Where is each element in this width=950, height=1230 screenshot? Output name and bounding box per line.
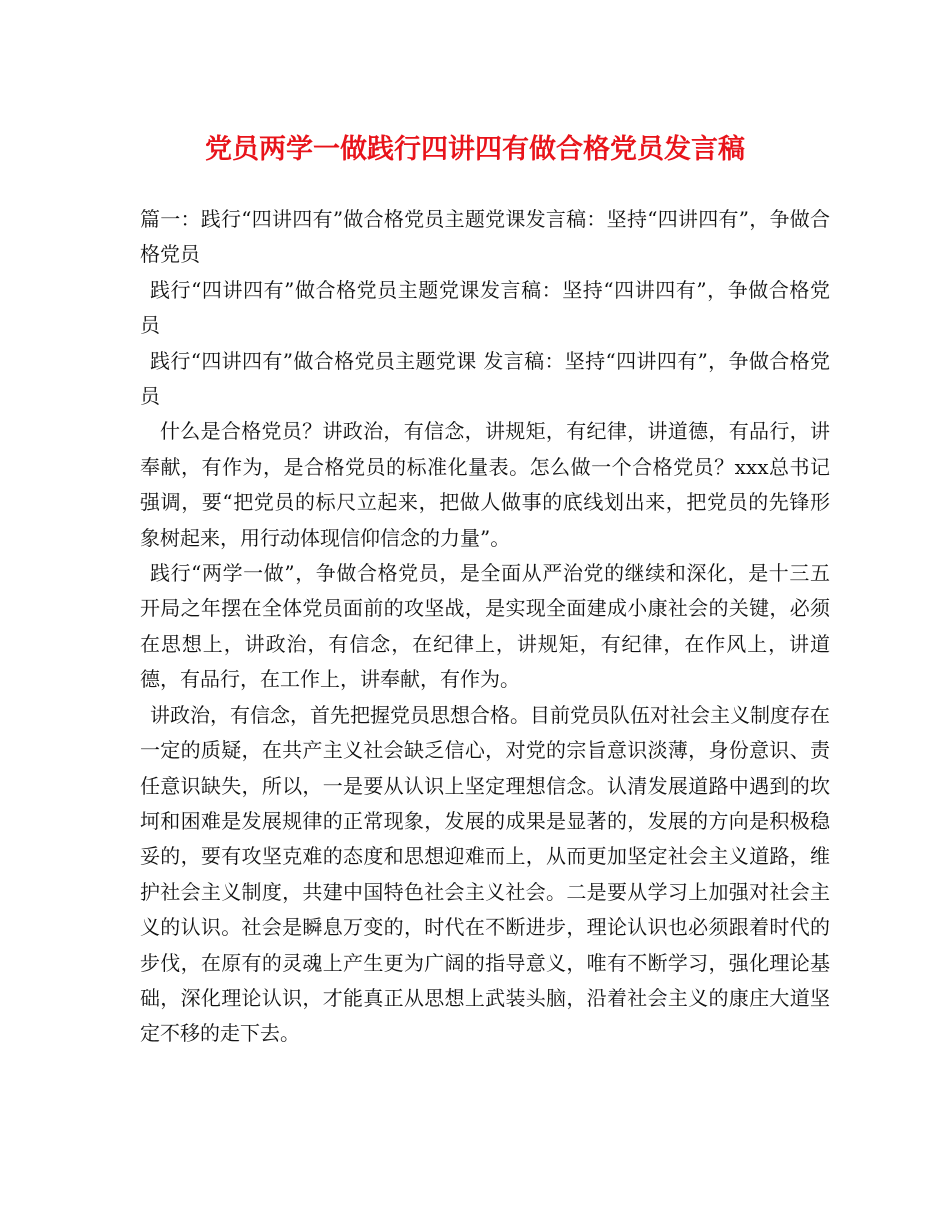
body-paragraph-3: 讲政治，有信念，首先把握党员思想合格。目前党员队伍对社会主义制度存在一定的质疑，在共产主义社会缺乏信心，对党的宗旨意识淡薄，身份意识、责任意识缺失，所以，一是要从认识上坚定理想信念。认清发展道路中遇到的坎坷和困难是发展规律的正常现象，发展的成果是显著的，发展的方向是积极稳妥的，要有攻坚克难的态度和思想迎难而上，从而更加坚定社会主义道路，维护社会主义制度，共建中国特色社会主义社会。二是要从学习上加强对社会主义的认识。社会是瞬息万变的，时代在不断进步，理论认识也必须跟着时代的步伐，在原有的灵魂上产生更为广阔的指导意义，唯有不断学习，强化理论基础，深化理论认识，才能真正从思想上武装头脑，沿着社会主义的康庄大道坚定不移的走下去。 bbox=[140, 702, 830, 1046]
heading-line-1: 篇一：践行“四讲四有”做合格党员主题党课发言稿：坚持“四讲四有”，争做合格党员 bbox=[140, 207, 830, 267]
body-paragraph-2: 践行“两学一做”，争做合格党员，是全面从严治党的继续和深化，是十三五开局之年摆在全体党员面前的攻坚战，是实现全面建成小康社会的关键，必须在思想上，讲政治，有信念，在纪律上，讲规矩，有纪律，在作风上，讲道德，有品行，在工作上，讲奉献，有作为。 bbox=[140, 561, 830, 692]
heading-line-2: 践行“四讲四有”做合格党员主题党课发言稿：坚持“四讲四有”，争做合格党员 bbox=[140, 277, 830, 338]
document-body bbox=[140, 202, 830, 1052]
heading-line-3: 践行“四讲四有”做合格党员主题党课 发言稿：坚持“四讲四有”，争做合格党员 bbox=[140, 348, 830, 409]
body-paragraph-1: 什么是合格党员？讲政治，有信念，讲规矩，有纪律，讲道德，有品行，讲奉献，有作为，是合格党员的标准化量表。怎么做一个合格党员？xxx总书记强调，要“把党员的标尺立起来，把做人做事的底线划出来，把党员的先锋形象树起来，用行动体现信仰信念的力量”。 bbox=[140, 419, 830, 550]
document-title: 党员两学一做践行四讲四有做合格党员发言稿 bbox=[205, 134, 745, 165]
